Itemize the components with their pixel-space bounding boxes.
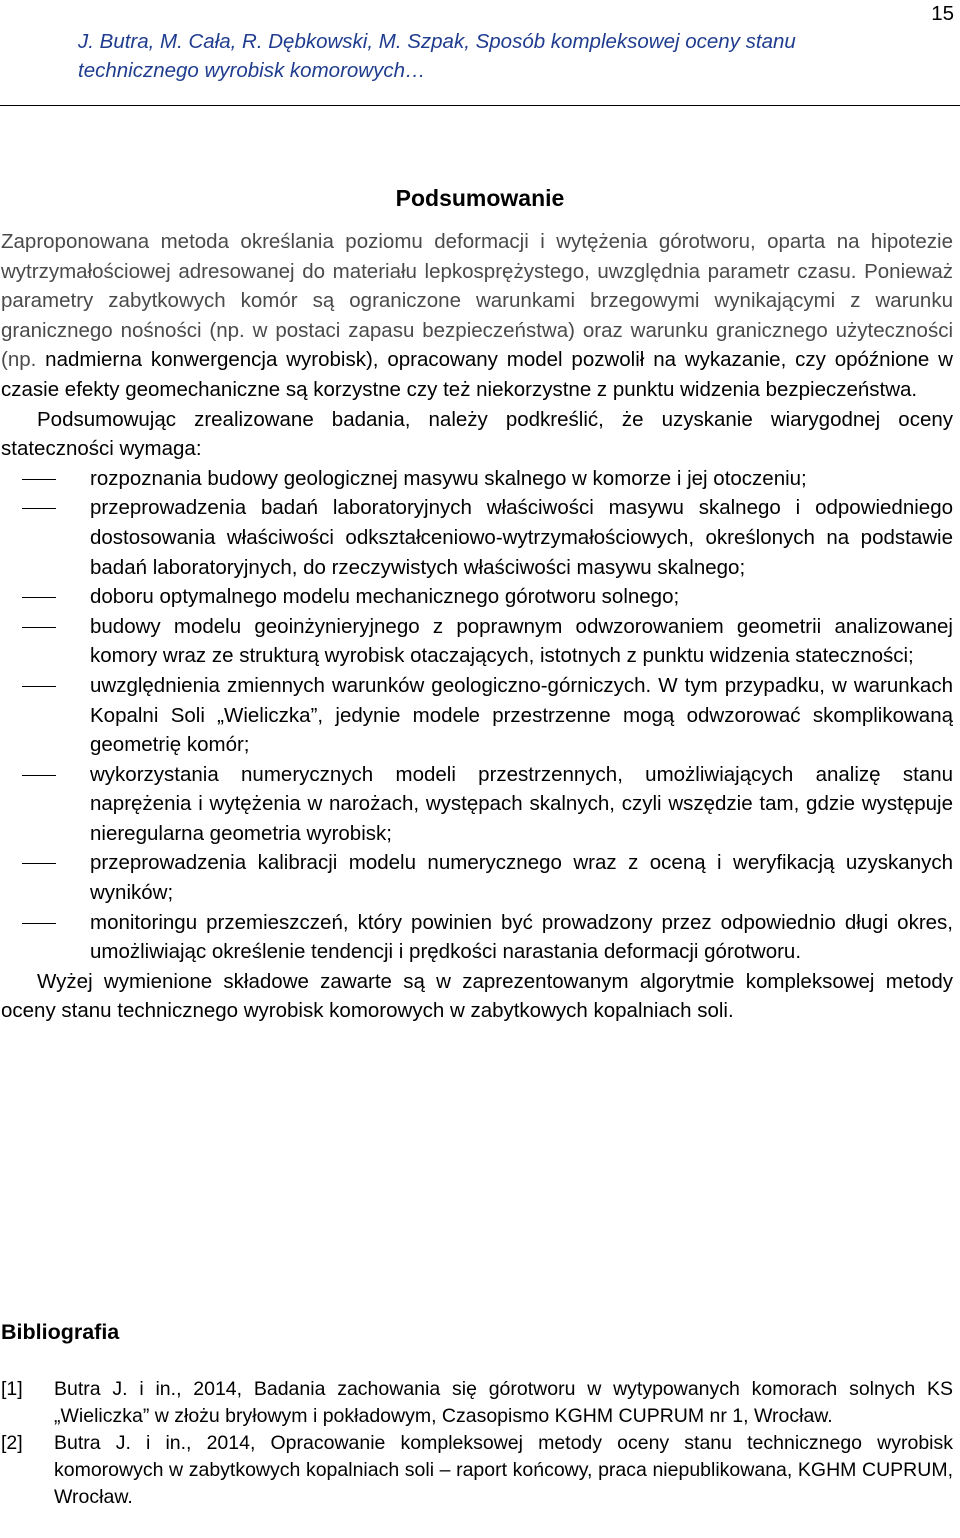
requirements-list-item: [1, 612, 953, 671]
summary-paragraph-2: Podsumowując zrealizowane badania, należy podkreślić, że uzyskanie wiarygodnej oceny stateczności wymaga:: [1, 407, 953, 461]
dash-bullet-icon: [22, 686, 56, 687]
requirement-text: uwzględnienia zmiennych warunków geologiczno-górniczych. W tym przypadku, w warunkach Kopalni Soli „Wieliczka”, jedynie modele przestrzenne mogą odwzorować skomplikowaną geometrię komór;: [90, 673, 953, 757]
requirements-list-item: [1, 908, 953, 967]
requirement-text: wykorzystania numerycznych modeli przestrzennych, umożliwiających analizę stanu naprężenia i wytężenia w narożach, występach skalnych, czyli wszędzie tam, gdzie występuje nieregularna geometria wyrobisk;: [90, 762, 953, 845]
summary-paragraph-1-part-b: nadmierna konwergencja wyrobisk), opracowany model pozwolił na wykazanie, czy opóźnione w czasie efekty geomechaniczne są korzystne czy też niekorzystne z punktu widzenia bezpieczeństwa.: [1, 348, 953, 401]
requirements-list-item: [1, 671, 953, 760]
bibliography-list: [1, 1376, 953, 1511]
dash-bullet-icon: [22, 597, 56, 598]
summary-paragraph-1-part-a: Zaproponowana metoda określania poziomu deformacji i wytężenia górotworu, oparta na hipotezie wytrzymałościowej adresowanej do materiału lepkosprężystego, uwzględnia parametr czasu. Ponieważ parametry zabytkowych komór są ograniczone warunkami brzegowymi wynikającymi z warunku granicznego nośności (np. w postaci zapasu bezpieczeństwa) oraz warunku granicznego użyteczności (np.: [1, 230, 953, 372]
bibliography-entry: [1, 1430, 953, 1511]
requirements-list-item: [1, 493, 953, 582]
requirements-list: [1, 464, 953, 967]
running-header-title-line1: J. Butra, M. Cała, R. Dębkowski, M. Szpak, Sposób kompleksowej oceny stanu: [78, 30, 796, 53]
requirements-list-item: [1, 464, 953, 494]
running-header: [0, 0, 960, 106]
dash-bullet-icon: [22, 775, 56, 776]
summary-body: [1, 227, 953, 1026]
section-heading-bibliography: Bibliografia: [1, 1320, 120, 1344]
running-header-title-line2: technicznego wyrobisk komorowych…: [78, 59, 426, 82]
dash-bullet-icon: [22, 508, 56, 509]
requirements-list-item: [1, 582, 953, 612]
running-header-title: [78, 27, 898, 85]
page-number: 15: [931, 2, 954, 25]
requirement-text: rozpoznania budowy geologicznej masywu skalnego w komorze i jej otoczeniu;: [90, 466, 807, 490]
dash-bullet-icon: [22, 479, 56, 480]
requirement-text: przeprowadzenia kalibracji modelu numerycznego wraz z oceną i weryfikacją uzyskanych wyników;: [90, 851, 953, 905]
dash-bullet-icon: [22, 863, 56, 864]
dash-bullet-icon: [22, 923, 56, 924]
summary-paragraph-3: Wyżej wymienione składowe zawarte są w zaprezentowanym algorytmie kompleksowej metody oceny stanu technicznego wyrobisk komorowych w zabytkowych kopalniach soli.: [1, 969, 953, 1023]
requirement-text: przeprowadzenia badań laboratoryjnych właściwości masywu skalnego i odpowiedniego dostosowania właściwości odkształceniowo-wytrzymałościowych, określonych na podstawie badań laboratoryjnych, do rzeczywistych właściwości masywu skalnego;: [90, 496, 953, 579]
section-heading-summary: Podsumowanie: [395, 185, 565, 211]
bibliography-entry-number: [2]: [1, 1432, 23, 1454]
requirement-text: budowy modelu geoinżynieryjnego z poprawnym odwzorowaniem geometrii analizowanej komory wraz ze strukturą wyrobisk otaczających, istotnych z punktu widzenia stateczności;: [90, 614, 953, 668]
requirement-text: monitoringu przemieszczeń, który powinien być prowadzony przez odpowiednio długi okres, umożliwiając określenie tendencji i prędkości narastania deformacji górotworu.: [90, 910, 953, 964]
bibliography-entry-text: Butra J. i in., 2014, Opracowanie kompleksowej metody oceny stanu technicznego wyrobisk komorowych w zabytkowych kopalniach soli – raport końcowy, praca niepublikowana, KGHM CUPRUM, Wrocław.: [54, 1432, 953, 1508]
bibliography-entry-text: Butra J. i in., 2014, Badania zachowania się górotworu w wytypowanych komorach solnych KS „Wieliczka” w złożu bryłowym i pokładowym, Czasopismo KGHM CUPRUM nr 1, Wrocław.: [54, 1378, 953, 1427]
requirements-list-item: [1, 848, 953, 907]
summary-paragraph-1: [1, 227, 953, 405]
bibliography-entry-number: [1]: [1, 1378, 23, 1400]
requirement-text: doboru optymalnego modelu mechanicznego górotworu solnego;: [90, 585, 680, 609]
requirements-list-item: [1, 760, 953, 849]
bibliography-entry: [1, 1376, 953, 1430]
dash-bullet-icon: [22, 627, 56, 628]
